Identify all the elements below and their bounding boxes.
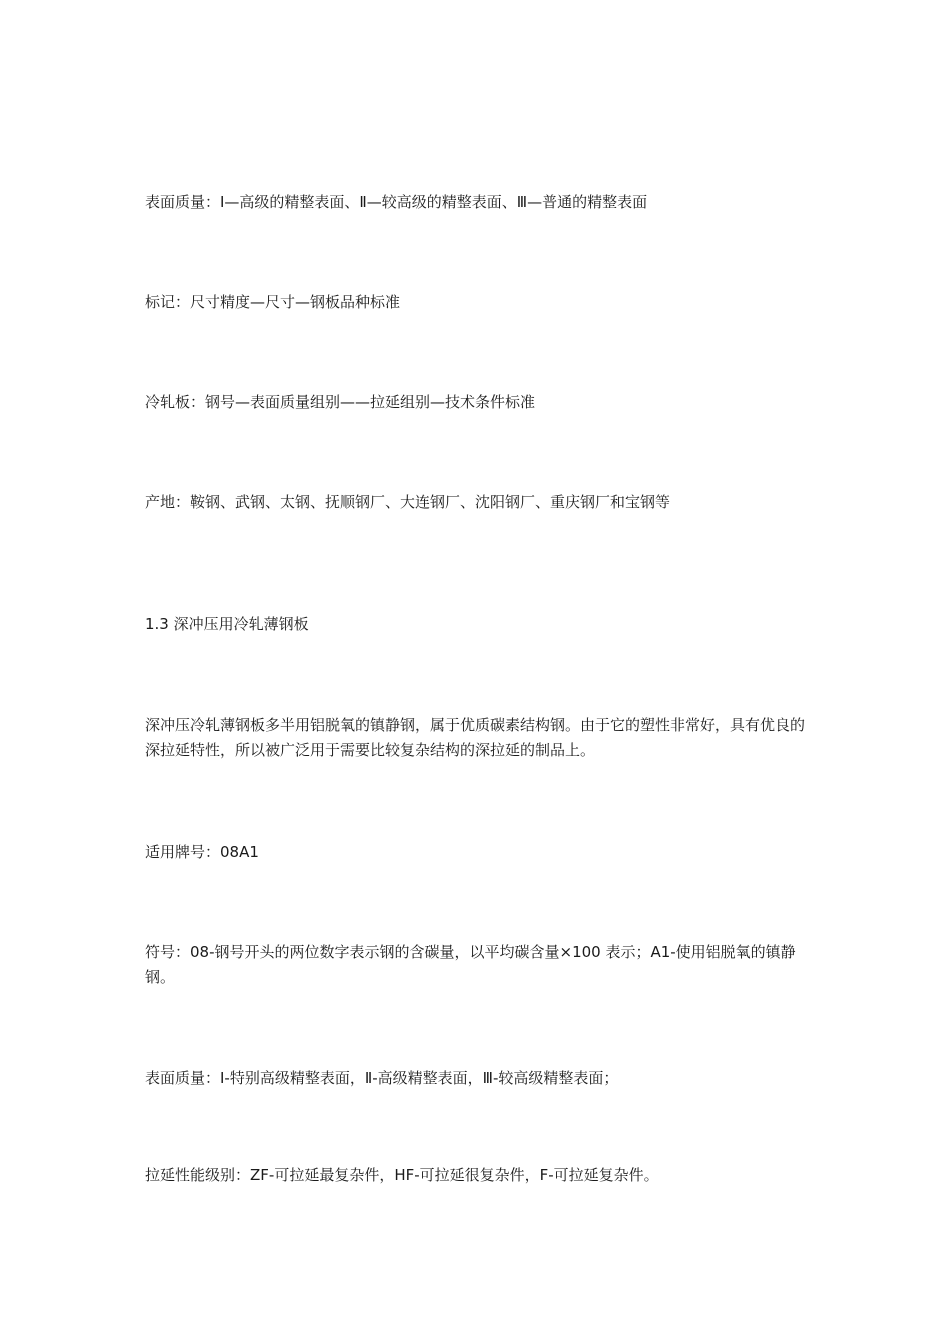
- paragraph-cold-rolled-plate: 冷轧板：钢号—表面质量组别——拉延组别—技术条件标准: [145, 393, 536, 411]
- section-heading: 1.3 深冲压用冷轧薄钢板: [145, 615, 309, 633]
- paragraph-grade: 适用牌号：08A1: [145, 843, 259, 861]
- paragraph-symbol: 符号：08-钢号开头的两位数字表示钢的含碳量，以平均碳含量×100 表示；A1-使用铝脱氧的镇静钢。: [145, 943, 796, 986]
- paragraph-description: 深冲压冷轧薄钢板多半用铝脱氧的镇静钢，属于优质碳素结构钢。由于它的塑性非常好，具有优良的深拉延特性，所以被广泛用于需要比较复杂结构的深拉延的制品上。: [145, 716, 806, 759]
- paragraph-surface-quality-2: 表面质量：Ⅰ-特别高级精整表面，Ⅱ-高级精整表面，Ⅲ-较高级精整表面；: [145, 1069, 619, 1087]
- paragraph-marking: 标记：尺寸精度—尺寸—钢板品种标准: [145, 293, 401, 311]
- paragraph-surface-quality: 表面质量：Ⅰ—高级的精整表面、Ⅱ—较高级的精整表面、Ⅲ—普通的精整表面: [145, 193, 648, 211]
- paragraph-origin: 产地：鞍钢、武钢、太钢、抚顺钢厂、大连钢厂、沈阳钢厂、重庆钢厂和宝钢等: [145, 493, 671, 511]
- paragraph-drawing-grade: 拉延性能级别：ZF-可拉延最复杂件，HF-可拉延很复杂件，F-可拉延复杂件。: [145, 1166, 659, 1184]
